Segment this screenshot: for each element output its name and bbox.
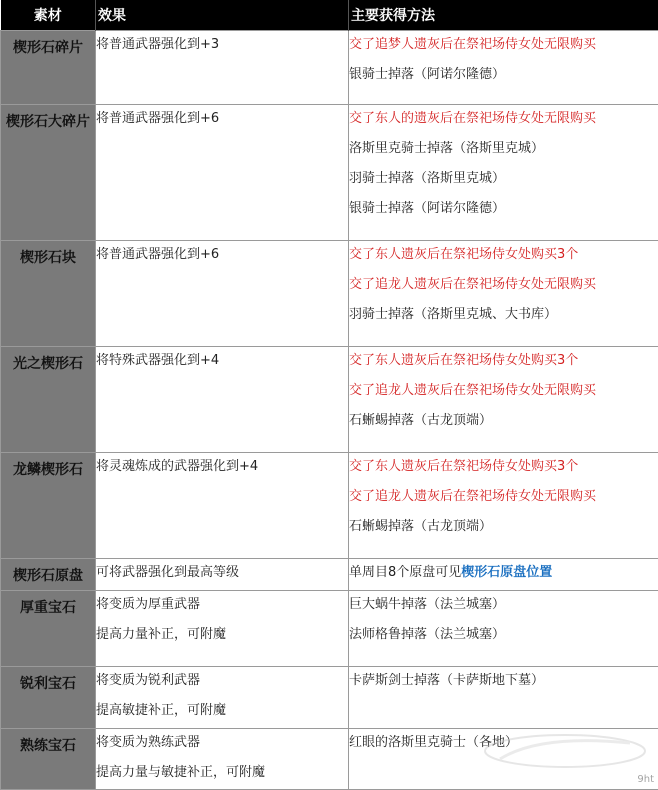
effect-cell [96, 347, 349, 453]
watermark-text: 9ht [637, 774, 654, 785]
method-text: 红眼的洛斯里克骑士（各地） [349, 735, 518, 750]
method-line [349, 559, 658, 589]
effect-cell [96, 105, 349, 241]
effect-line: 将变质为熟练武器 [96, 729, 348, 759]
method-text: 交了东人的遗灰后在祭祀场侍女处无限购买 [349, 111, 596, 126]
material-cell: 龙鳞楔形石 [1, 453, 96, 559]
method-line [349, 301, 658, 331]
effect-line: 将灵魂炼成的武器强化到+4 [96, 453, 348, 483]
method-line [349, 271, 658, 301]
method-line [349, 165, 658, 195]
method-text: 银骑士掉落（阿诺尔隆德） [349, 201, 505, 216]
material-cell: 楔形石原盘 [1, 559, 96, 591]
method-text: 卡萨斯剑士掉落（卡萨斯地下墓） [349, 673, 544, 688]
method-line [349, 31, 658, 61]
method-text: 石蜥蜴掉落（古龙顶端） [349, 413, 492, 428]
effect-cell [96, 453, 349, 559]
table-row [1, 31, 658, 105]
material-cell: 楔形石碎片 [1, 31, 96, 105]
method-text: 银骑士掉落（阿诺尔隆德） [349, 67, 505, 82]
method-cell [349, 559, 658, 591]
table-row [1, 453, 658, 559]
table-row [1, 729, 658, 790]
method-cell [349, 241, 658, 347]
table-row [1, 559, 658, 591]
method-text: 交了追龙人遗灰后在祭祀场侍女处无限购买 [349, 383, 596, 398]
effect-cell [96, 591, 349, 667]
method-line [349, 241, 658, 271]
method-line [349, 591, 658, 621]
material-cell: 楔形石块 [1, 241, 96, 347]
method-text: 羽骑士掉落（洛斯里克城、大书库） [349, 307, 557, 322]
method-text: 交了东人遗灰后在祭祀场侍女处购买3个 [349, 459, 578, 474]
method-line [349, 61, 658, 91]
method-line [349, 453, 658, 483]
table-row [1, 591, 658, 667]
method-line [349, 407, 658, 437]
material-cell: 熟练宝石 [1, 729, 96, 790]
effect-cell [96, 667, 349, 729]
effect-line: 提高敏捷补正，可附魔 [96, 697, 348, 727]
table-row [1, 241, 658, 347]
effect-cell [96, 31, 349, 105]
effect-line: 可将武器强化到最高等级 [96, 559, 348, 589]
method-line [349, 621, 658, 651]
effect-line: 将变质为厚重武器 [96, 591, 348, 621]
header-material: 素材 [1, 0, 96, 31]
method-line [349, 667, 658, 697]
effect-line: 将变质为锐利武器 [96, 667, 348, 697]
method-text: 交了追梦人遗灰后在祭祀场侍女处无限购买 [349, 37, 596, 52]
effect-line: 将普通武器强化到+6 [96, 241, 348, 271]
effect-line: 将普通武器强化到+3 [96, 31, 348, 61]
method-line [349, 377, 658, 407]
effect-cell [96, 729, 349, 790]
effect-line: 将特殊武器强化到+4 [96, 347, 348, 377]
effect-cell [96, 559, 349, 591]
effect-line: 将普通武器强化到+6 [96, 105, 348, 135]
effect-cell [96, 241, 349, 347]
method-text: 交了追龙人遗灰后在祭祀场侍女处无限购买 [349, 489, 596, 504]
method-line [349, 513, 658, 543]
method-cell [349, 453, 658, 559]
header-method: 主要获得方法 [349, 0, 658, 31]
effect-line: 提高力量与敏捷补正，可附魔 [96, 759, 348, 789]
method-text: 交了追龙人遗灰后在祭祀场侍女处无限购买 [349, 277, 596, 292]
material-cell: 光之楔形石 [1, 347, 96, 453]
method-text: 交了东人遗灰后在祭祀场侍女处购买3个 [349, 353, 578, 368]
material-cell: 锐利宝石 [1, 667, 96, 729]
method-text: 羽骑士掉落（洛斯里克城） [349, 171, 505, 186]
table-row [1, 667, 658, 729]
effect-line: 提高力量补正，可附魔 [96, 621, 348, 651]
method-text: 单周目8个原盘可见 [349, 565, 461, 580]
location-link[interactable]: 楔形石原盘位置 [461, 565, 552, 580]
method-cell [349, 667, 658, 729]
table-header-row [1, 0, 658, 31]
header-effect: 效果 [96, 0, 349, 31]
method-text: 交了东人遗灰后在祭祀场侍女处购买3个 [349, 247, 578, 262]
method-line [349, 105, 658, 135]
material-cell: 厚重宝石 [1, 591, 96, 667]
method-cell [349, 31, 658, 105]
method-line [349, 347, 658, 377]
method-cell [349, 729, 658, 790]
material-cell: 楔形石大碎片 [1, 105, 96, 241]
method-line [349, 135, 658, 165]
method-text: 洛斯里克骑士掉落（洛斯里克城） [349, 141, 544, 156]
table-row [1, 105, 658, 241]
method-text: 巨大蜗牛掉落（法兰城塞） [349, 597, 505, 612]
method-cell [349, 347, 658, 453]
method-text: 法师格鲁掉落（法兰城塞） [349, 627, 505, 642]
method-cell [349, 591, 658, 667]
method-line [349, 195, 658, 225]
table-row [1, 347, 658, 453]
method-line [349, 729, 658, 759]
method-cell [349, 105, 658, 241]
method-text: 石蜥蜴掉落（古龙顶端） [349, 519, 492, 534]
method-line [349, 483, 658, 513]
